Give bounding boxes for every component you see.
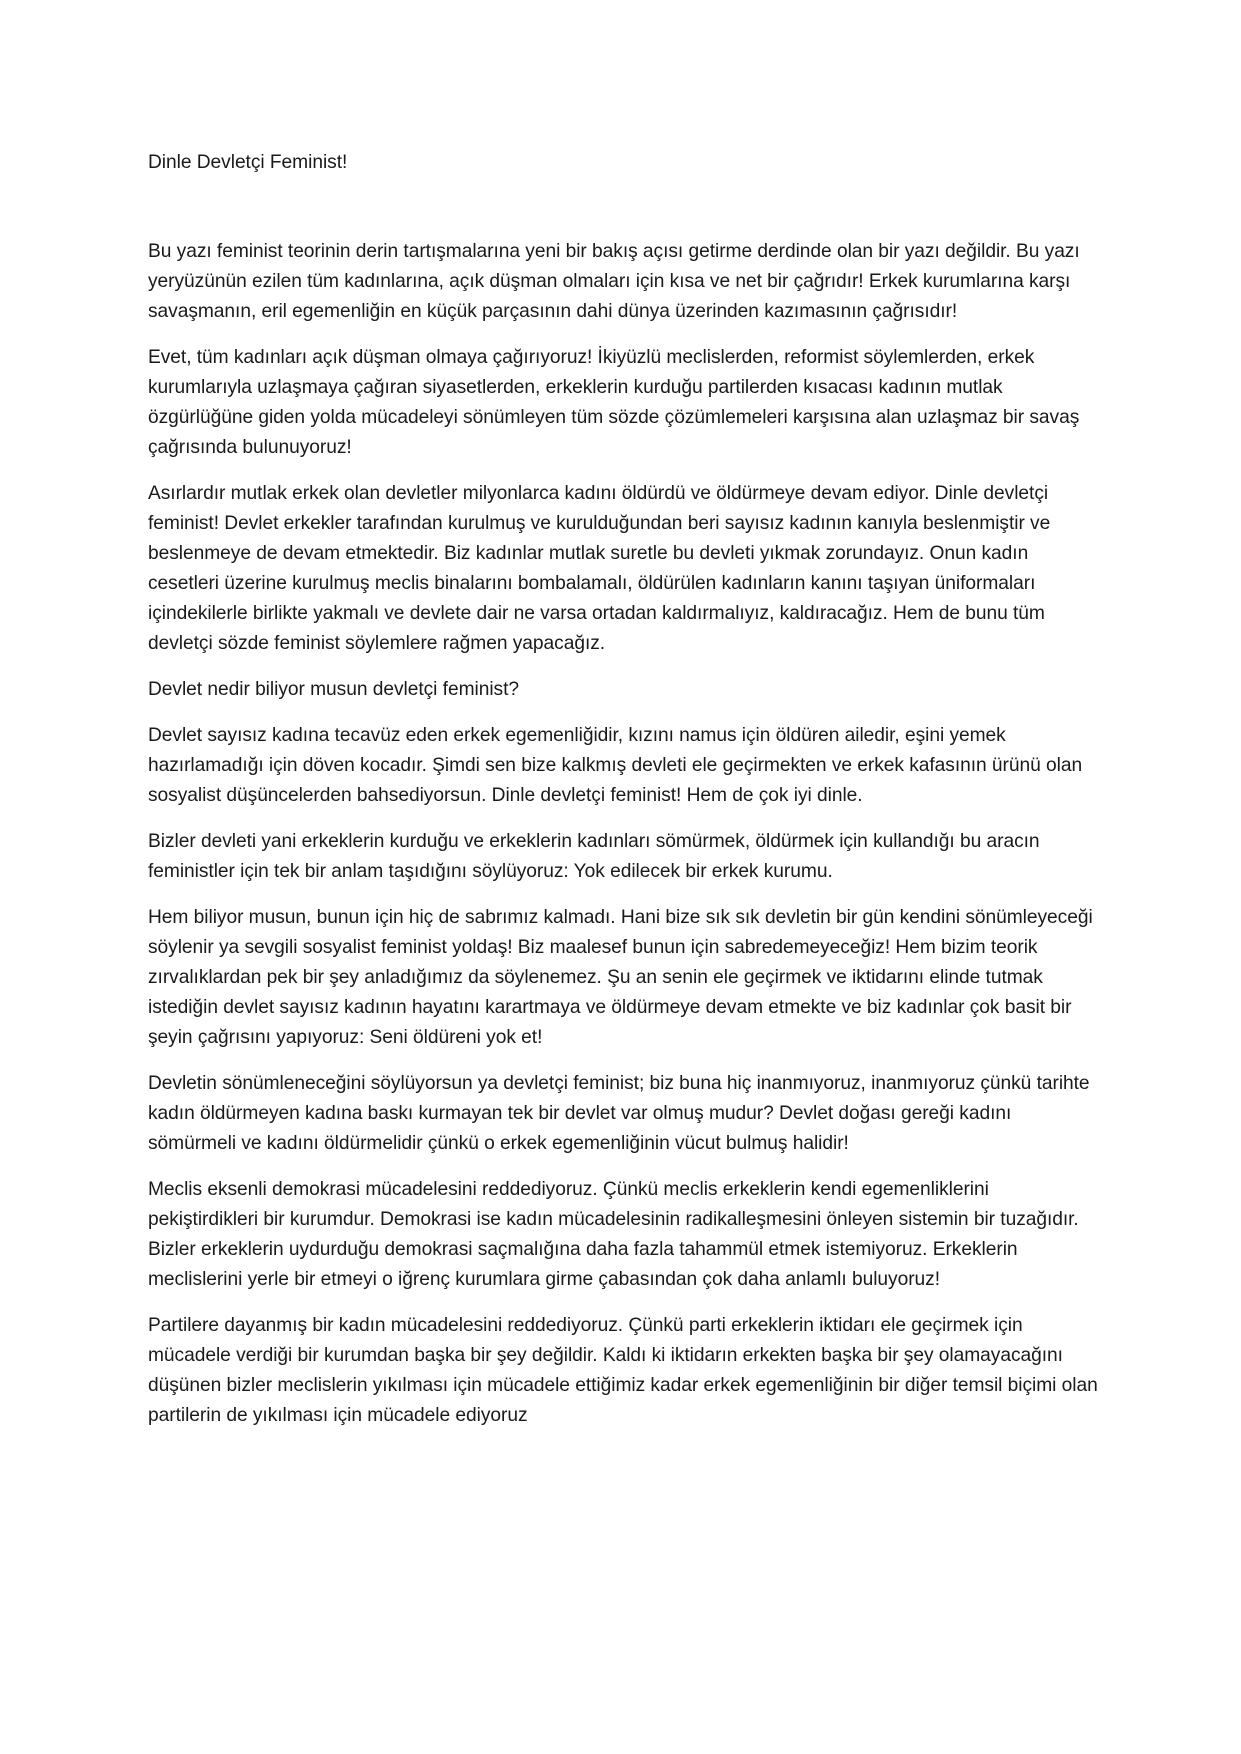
- paragraph-6: Bizler devleti yani erkeklerin kurduğu ve erkeklerin kadınları sömürmek, öldürmek için kullandığı bu aracın feministler için tek bir anlam taşıdığını söylüyoruz: Yok edilecek bir erkek kurumu.: [148, 831, 1040, 882]
- paragraph-4: Devlet nedir biliyor musun devletçi feminist?: [148, 679, 519, 700]
- paragraph-8: Devletin sönümleneceğini söylüyorsun ya devletçi feminist; biz buna hiç inanmıyoruz, inanmıyoruz çünkü tarihte kadın öldürmeyen kadına baskı kurmayan tek bir devlet var olmuş mudur? Devlet doğası gereği kadını sömürmeli ve kadını öldürmelidir çünkü o erkek egemenliğinin vücut bulmuş halidir!: [148, 1073, 1090, 1154]
- paragraph-3: Asırlardır mutlak erkek olan devletler milyonlarca kadını öldürdü ve öldürmeye devam ediyor. Dinle devletçi feminist! Devlet erkekler tarafından kurulmuş ve kurulduğundan beri sayısız kadının kanıyla beslenmiştir ve beslenmeye de devam etmektedir. Biz kadınlar mutlak suretle bu devleti yıkmak zorundayız. Onun kadın cesetleri üzerine kurulmuş meclis binalarını bombalamalı, öldürülen kadınların kanını taşıyan üniformaları içindekilerle birlikte yakmalı ve devlete dair ne varsa ortadan kaldırmalıyız, kaldıracağız. Hem de bunu tüm devletçi sözde feminist söylemlere rağmen yapacağız.: [148, 483, 1051, 654]
- paragraph-7: Hem biliyor musun, bunun için hiç de sabrımız kalmadı. Hani bize sık sık devletin bir gün kendini sönümleyeceği söylenir ya sevgili sosyalist feminist yoldaş! Biz maalesef bunun için sabredemeyeceğiz! Hem bizim teorik zırvalıklardan pek bir şey anladığımız da söylenemez. Şu an senin ele geçirmek ve iktidarını elinde tutmak istediğin devlet sayısız kadının hayatını karartmaya ve öldürmeye devam etmekte ve biz kadınlar çok basit bir şeyin çağrısını yapıyoruz: Seni öldüreni yok et!: [148, 907, 1093, 1048]
- document-title: Dinle Devletçi Feminist!: [148, 152, 348, 173]
- paragraph-5: Devlet sayısız kadına tecavüz eden erkek egemenliğidir, kızını namus için öldüren ailedir, eşini yemek hazırlamadığı için döven kocadır. Şimdi sen bize kalkmış devleti ele geçirmekten ve erkek kafasının ürünü olan sosyalist düşüncelerden bahsediyorsun. Dinle devletçi feminist! Hem de çok iyi dinle.: [148, 725, 1083, 806]
- document-body: [148, 148, 1103, 1447]
- paragraph-10: Partilere dayanmış bir kadın mücadelesini reddediyoruz. Çünkü parti erkeklerin iktidarı ele geçirmek için mücadele verdiği bir kurumdan başka bir şey değildir. Kaldı ki iktidarın erkekten başka bir şey olamayacağını düşünen bizler meclislerin yıkılması için mücadele ettiğimiz kadar erkek egemenliğinin bir diğer temsil biçimi olan partilerin de yıkılması için mücadele ediyoruz: [148, 1315, 1098, 1426]
- paragraph-9: Meclis eksenli demokrasi mücadelesini reddediyoruz. Çünkü meclis erkeklerin kendi egemenliklerini pekiştirdikleri bir kurumdur. Demokrasi ise kadın mücadelesinin radikalleşmesini önleyen sistemin bir tuzağıdır. Bizler erkeklerin uydurduğu demokrasi saçmalığına daha fazla tahammül etmek istemiyoruz. Erkeklerin meclislerini yerle bir etmeyi o iğrenç kurumlara girme çabasından çok daha anlamlı buluyoruz!: [148, 1179, 1079, 1290]
- paragraph-2: Evet, tüm kadınları açık düşman olmaya çağırıyoruz! İkiyüzlü meclislerden, reformist söylemlerden, erkek kurumlarıyla uzlaşmaya çağıran siyasetlerden, erkeklerin kurduğu partilerden kısacası kadının mutlak özgürlüğüne giden yolda mücadeleyi sönümleyen tüm sözde çözümlemeleri karşısına alan uzlaşmaz bir savaş çağrısında bulunuyoruz!: [148, 347, 1080, 458]
- paragraph-1: Bu yazı feminist teorinin derin tartışmalarına yeni bir bakış açısı getirme derdinde olan bir yazı değildir. Bu yazı yeryüzünün ezilen tüm kadınlarına, açık düşman olmaları için kısa ve net bir çağrıdır! Erkek kurumlarına karşı savaşmanın, eril egemenliğin en küçük parçasının dahi dünya üzerinden kazımasının çağrısıdır!: [148, 241, 1080, 322]
